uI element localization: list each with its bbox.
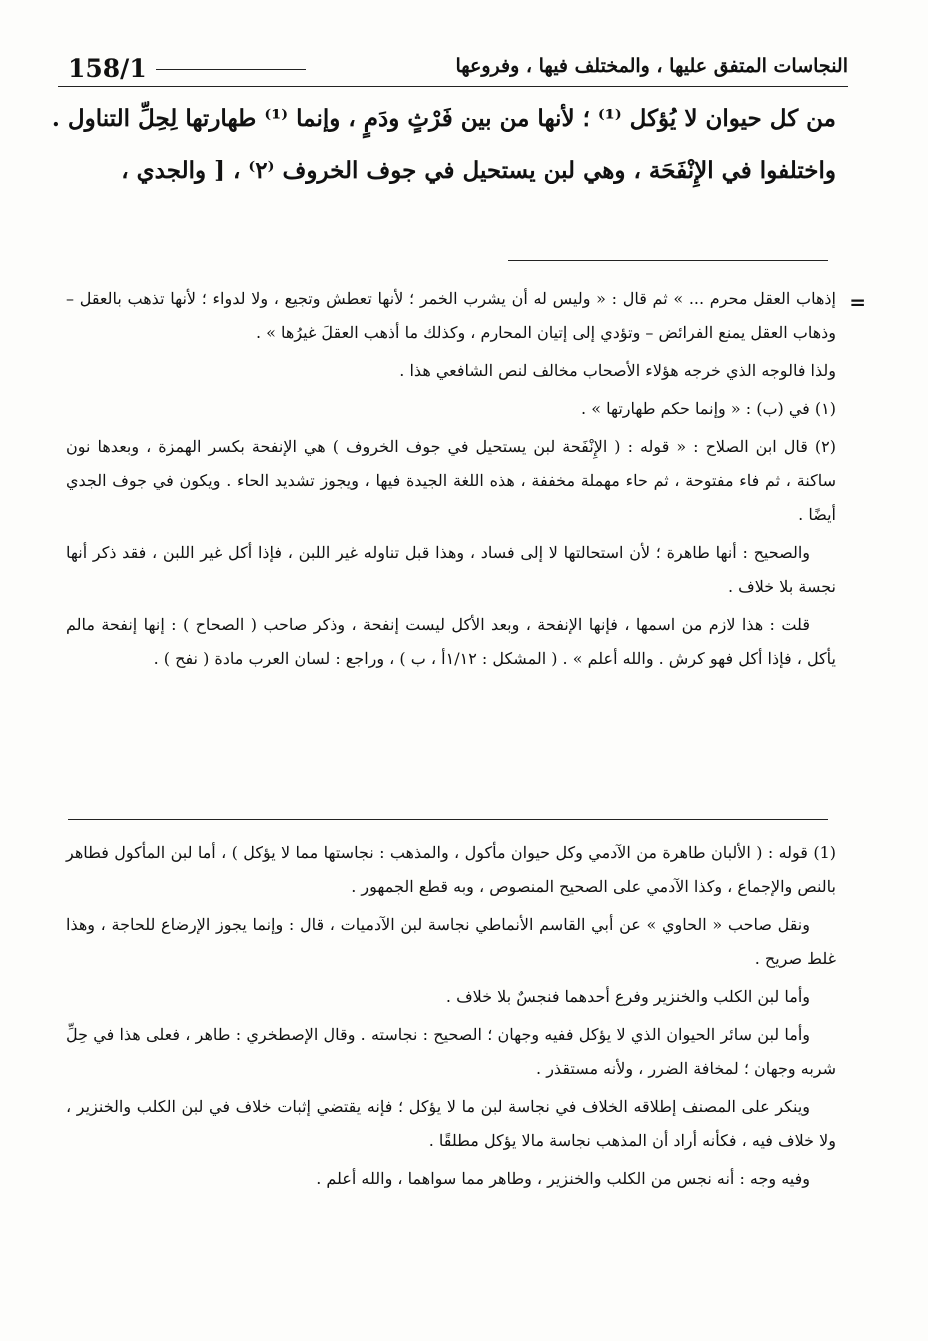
commentary-paragraph: وينكر على المصنف إطلاقه الخلاف في نجاسة لبن ما لا يؤكل ؛ فإنه يقتضي إثبات خلاف في لبن الكلب والخنزير ، ولا خلاف فيه ، فكأنه أراد أن المذهب نجاسة مالا يؤكل مطلقًا .	[66, 1097, 836, 1150]
main-line: واختلفوا في الإِنْفَحَة ، وهي لبن يستحيل في جوف الخروف ⁽٢⁾ ، [ والجدي ،	[121, 157, 836, 184]
footnote-paragraph: قلت : هذا لازم من اسمها ، فإنها الإنفحة ، وبعد الأكل ليست إنفحة ، وذكر صاحب ( الصحاح ) : إنها إنفحة مالم يأكل ، فإذا أكل فهو كرش . والله أعلم » . ( المشكل : ١/١٢أ ، ب ) ، وراجع : لسان العرب مادة ( نفح ) .	[66, 615, 836, 668]
page-number: 158/1	[68, 54, 147, 83]
commentary-paragraph: وأما لبن سائر الحيوان الذي لا يؤكل ففيه وجهان ؛ الصحيح : نجاسته . وقال الإصطخري : طاهر ، فعلى هذا في حِلِّ شربه وجهان ؛ لمخافة الضرر ، ولأنه مستقذر .	[66, 1025, 836, 1078]
footnote-1: (١) في (ب) : « وإنما حكم طهارتها » .	[581, 399, 836, 418]
commentary-note-1: (1) قوله : ( الألبان طاهرة من الآدمي وكل حيوان مأكول ، والمذهب : نجاستها مما لا يؤكل ) ، أما لبن المأكول فطاهر بالنص والإجماع ، وكذا الآدمي على الصحيح المنصوص ، وبه قطع الجمهور .	[66, 843, 836, 896]
footnote-paragraph: ولذا فالوجه الذي خرجه هؤلاء الأصحاب مخالف لنص الشافعي هذا .	[399, 361, 836, 380]
header-dash-rule	[156, 69, 306, 70]
footnote-separator-short	[508, 260, 828, 261]
commentary-paragraph: وأما لبن الكلب والخنزير وفرع أحدهما فنجسٌ بلا خلاف .	[445, 987, 810, 1006]
footnote-separator-full	[68, 819, 828, 820]
main-body-text	[46, 100, 836, 204]
footnote-paragraph: إذهاب العقل محرم ... » ثم قال : « وليس له أن يشرب الخمر ؛ لأنها تعطش وتجيع ، ولا لدواء ؛ لأنها تذهب بالعقل – وذهاب العقل يمنع الفرائض – وتؤدي إلى إتيان المحارم ، وكذلك ما أذهب العقلَ غيرُها » .	[66, 289, 836, 342]
footnote-2: (٢) قال ابن الصلاح : « قوله : ( الإِنْفَحة لبن يستحيل في جوف الخروف ) هي الإنفحة بكسر الهمزة ، وبعدها نون ساكنة ، ثم فاء مفتوحة ، ثم حاء مهملة مخففة ، هذه اللغة الجيدة فيها ، ويجوز تشديد الحاء . ويكون في جوف الجدي أيضًا .	[66, 437, 836, 524]
commentary-footnotes	[66, 836, 836, 1200]
commentary-paragraph: وفيه وجه : أنه نجس من الكلب والخنزير ، وطاهر مما سواهما ، والله أعلم .	[316, 1169, 810, 1188]
chapter-title: النجاسات المتفق عليها ، والمختلف فيها ، وفروعها	[455, 55, 848, 77]
commentary-paragraph: ونقل صاحب « الحاوي » عن أبي القاسم الأنماطي نجاسة لبن الآدميات ، قال : وإنما يجوز الإرضاع للحاجة ، وهذا غلط صريح .	[66, 915, 836, 968]
continuation-mark: =	[849, 290, 866, 314]
editor-footnotes	[66, 282, 836, 680]
main-line: من كل حيوان لا يُؤكل ⁽¹⁾ ؛ لأنها من بين فَرْثٍ ودَمٍ ، وإنما ⁽¹⁾ طهارتها لِحِلِّ التناول .	[51, 105, 836, 132]
footnote-paragraph: والصحيح : أنها طاهرة ؛ لأن استحالتها لا إلى فساد ، وهذا قبل تناوله غير اللبن ، فإذا أكل غير اللبن ، فقد ذكر أنها نجسة بلا خلاف .	[66, 543, 836, 596]
running-header	[58, 52, 848, 87]
